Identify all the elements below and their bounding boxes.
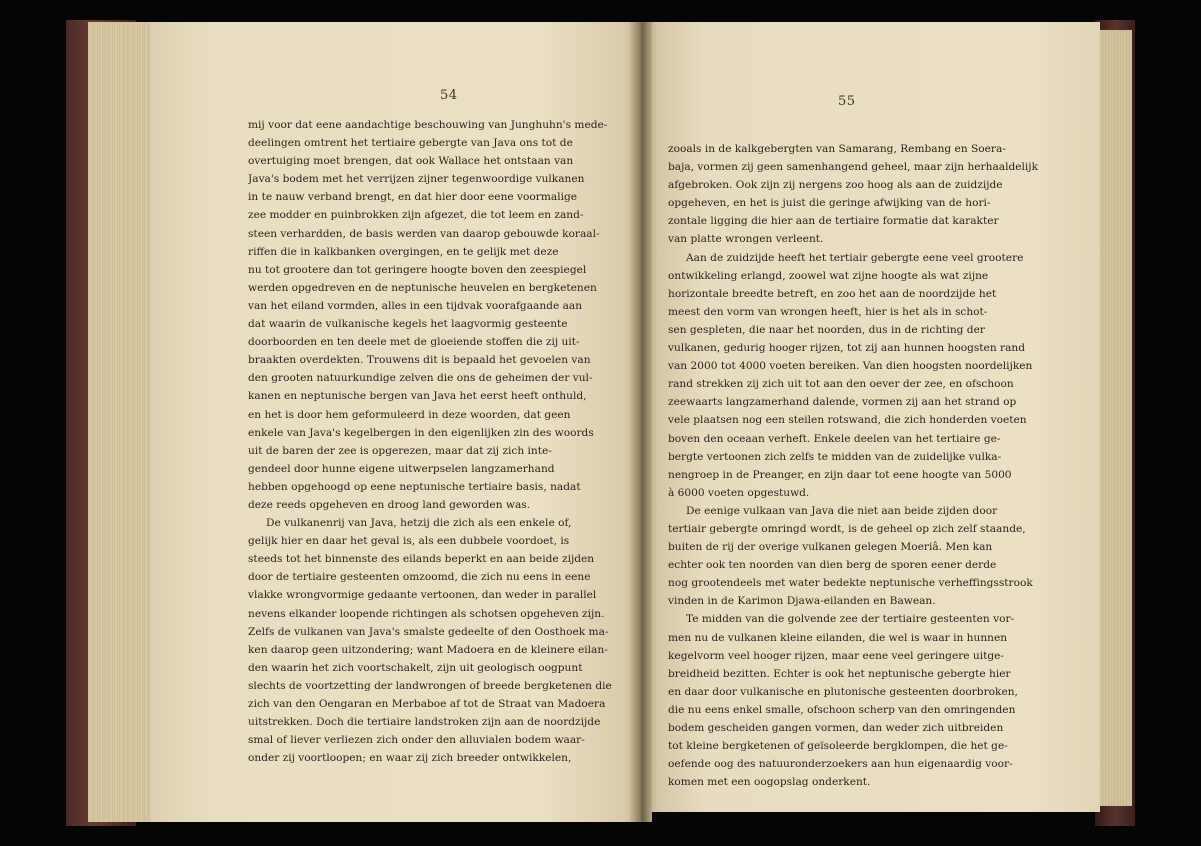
text-line: zich van den Oengaran en Merbaboe af tot de Straat van Madoera xyxy=(248,698,606,710)
text-line: meest den vorm van wrongen heeft, hier is het als in schot- xyxy=(668,305,988,318)
text-line: mij voor dat eene aandachtige beschouwing van Junghuhn's mede- xyxy=(248,119,608,131)
text-line: nengroep in de Preanger, en zijn daar tot eene hoogte van 5000 xyxy=(668,468,1012,481)
text-line: riffen die in kalkbanken overgingen, en te gelijk met deze xyxy=(248,245,559,258)
text-line: De vulkanenrij van Java, hetzij die zich als een enkele of, xyxy=(266,517,572,530)
text-line: Te midden van die golvende zee der tertiaire gesteenten vor- xyxy=(686,613,1015,626)
text-line: echter ook ten noorden van dien berg de sporen eener derde xyxy=(668,559,997,572)
text-line: oefende oog des natuuronderzoekers aan hun eigenaardig voor- xyxy=(668,758,1013,771)
left-page xyxy=(150,22,640,822)
text-line: breidheid bezitten. Echter is ook het neptunische gebergte hier xyxy=(668,667,1011,680)
text-line: kanen en neptunische bergen van Java het eerst heeft onthuld, xyxy=(248,390,587,403)
text-line: zeewaarts langzamerhand dalende, vormen zij aan het strand op xyxy=(668,396,1017,409)
text-line: braakten overdekten. Trouwens dit is bepaald het gevoelen van xyxy=(248,354,591,367)
text-line: smal of liever verliezen zich onder den alluvialen bodem waar- xyxy=(248,734,585,747)
text-line: van platte wrongen verleent. xyxy=(668,233,824,246)
text-line: deze reeds opgeheven en droog land geworden was. xyxy=(248,498,531,511)
text-line: door de tertiaire gesteenten omzoomd, die zich nu eens in eene xyxy=(248,571,591,584)
right-page xyxy=(640,22,1100,812)
text-line: den waarin het zich voortschakelt, zijn uit geologisch oogpunt xyxy=(248,661,583,674)
text-line: van 2000 tot 4000 voeten bereiken. Van dien hoogsten noordelijken xyxy=(668,360,1033,373)
book-gutter xyxy=(630,22,652,822)
text-line: uitstrekken. Doch die tertiaire landstroken zijn aan de noordzijde xyxy=(248,716,601,729)
text-line: hebben opgehoogd op eene neptunische tertiaire basis, nadat xyxy=(248,480,581,493)
text-line: doorboorden en ten deele met de gloeiende stoffen die zij uit- xyxy=(248,336,580,349)
page-text-block xyxy=(668,140,1040,791)
page-number: 54 xyxy=(440,88,458,103)
text-line: Zelfs de vulkanen van Java's smalste gedeelte of den Oosthoek ma- xyxy=(248,625,609,638)
text-line: en daar door vulkanische en plutonische gesteenten doorbroken, xyxy=(668,685,1018,698)
text-line: van het eiland vormden, alles in een tijdvak voorafgaande aan xyxy=(248,299,583,312)
text-line: vulkanen, gedurig hooger rijzen, tot zij aan hunnen hoogsten rand xyxy=(668,342,1025,355)
text-line: dat waarin de vulkanische kegels het laagvormig gesteente xyxy=(248,318,568,331)
text-line: uit de baren der zee is opgerezen, maar dat zij zich inte- xyxy=(248,444,552,457)
text-line: slechts de voortzetting der landwrongen of breede bergketenen die xyxy=(248,679,612,692)
text-line: rand strekken zij zich uit tot aan den oever der zee, en ofschoon xyxy=(668,378,1014,391)
text-line: ken daarop geen uitzondering; want Madoera en de kleinere eilan- xyxy=(248,643,608,656)
text-line: zontale ligging die hier aan de tertiaire formatie dat karakter xyxy=(668,215,999,228)
text-line: onder zij voortloopen; en waar zij zich breeder ontwikkelen, xyxy=(248,752,572,765)
text-line: in te nauw verband brengt, en dat hier door eene voormalige xyxy=(248,191,578,204)
text-line: nu tot grootere dan tot geringere hoogte boven den zeespiegel xyxy=(248,263,587,276)
text-line: buiten de rij der overige vulkanen gelegen Moeriâ. Men kan xyxy=(668,541,993,554)
text-line: horizontale breedte betreft, en zoo het aan de noordzijde het xyxy=(668,287,997,300)
text-line: opgeheven, en het is juist die geringe afwijking van de hori- xyxy=(668,197,991,210)
text-line: ontwikkeling erlangd, zoowel wat zijne hoogte als wat zijne xyxy=(668,269,989,282)
text-line: steeds tot het binnenste des eilands beperkt en aan beide zijden xyxy=(248,553,595,566)
text-line: zooals in de kalkgebergten van Samarang, Rembang en Soera- xyxy=(668,143,1006,155)
text-line: vele plaatsen nog een steilen rotswand, die zich honderden voeten xyxy=(668,414,1027,427)
text-line: boven den oceaan verheft. Enkele deelen van het tertiaire ge- xyxy=(668,432,1001,445)
text-line: tot kleine bergketenen of geïsoleerde bergklompen, die het ge- xyxy=(668,740,1008,753)
text-line: bodem gescheiden gangen vormen, dan weder zich uitbreiden xyxy=(668,722,1004,734)
text-line: enkele van Java's kegelbergen in den eigenlijken zin des woords xyxy=(248,426,594,439)
text-line: nevens elkander loopende richtingen als schotsen opgeheven zijn. xyxy=(248,607,605,620)
text-line: den grooten natuurkundige zelven die ons de geheimen der vul- xyxy=(248,372,593,385)
text-line: afgebroken. Ook zijn zij nergens zoo hoog als aan de zuidzijde xyxy=(668,179,1003,192)
text-line: komen met een oogopslag onderkent. xyxy=(668,776,871,789)
text-line: steen verhardden, de basis werden van daarop gebouwde koraal- xyxy=(248,227,600,240)
text-line: nog grootendeels met water bedekte neptunische verheffingsstrook xyxy=(668,577,1033,590)
text-line: deelingen omtrent het tertiaire gebergte van Java ons tot de xyxy=(248,137,573,150)
text-line: De eenige vulkaan van Java die niet aan beide zijden door xyxy=(686,504,998,517)
text-line: sen gespleten, die naar het noorden, dus in de richting der xyxy=(668,323,985,336)
text-line: à 6000 voeten opgestuwd. xyxy=(668,486,810,499)
text-line: gendeel door hunne eigene uitwerpselen langzamerhand xyxy=(248,462,555,475)
text-line: men nu de vulkanen kleine eilanden, die wel is waar in hunnen xyxy=(668,631,1008,644)
text-line: kegelvorm veel hooger rijzen, maar eene veel geringere uitge- xyxy=(668,649,1005,662)
text-line: zee modder en puinbrokken zijn afgezet, die tot leem en zand- xyxy=(248,209,584,222)
text-line: gelijk hier en daar het geval is, als een dubbele voordoet, is xyxy=(248,535,570,548)
text-line: vlakke wrongvormige gedaante vertoonen, dan weder in parallel xyxy=(248,589,597,602)
text-line: en het is door hem geformuleerd in deze woorden, dat geen xyxy=(248,408,571,421)
page-number: 55 xyxy=(838,94,856,109)
text-line: werden opgedreven en de neptunische heuvelen en bergketenen xyxy=(248,281,597,294)
text-line: overtuiging moet brengen, dat ook Wallace het ontstaan van xyxy=(248,155,574,168)
text-line: die nu eens enkel smalle, ofschoon scherp van den omringenden xyxy=(668,703,1016,716)
text-line: baja, vormen zij geen samenhangend geheel, maar zijn herhaaldelijk xyxy=(668,161,1038,174)
text-line: Java's bodem met het verrijzen zijner tegenwoordige vulkanen xyxy=(248,173,585,186)
text-line: vinden in de Karimon Djawa-eilanden en Bawean. xyxy=(668,595,936,608)
page-text-block xyxy=(248,116,626,767)
text-line: Aan de zuidzijde heeft het tertiair gebergte eene veel grootere xyxy=(686,251,1024,264)
text-line: bergte vertoonen zich zelfs te midden van de zuidelijke vulka- xyxy=(668,450,1002,463)
text-line: tertiair gebergte omringd wordt, is de geheel op zich zelf staande, xyxy=(668,522,1026,535)
